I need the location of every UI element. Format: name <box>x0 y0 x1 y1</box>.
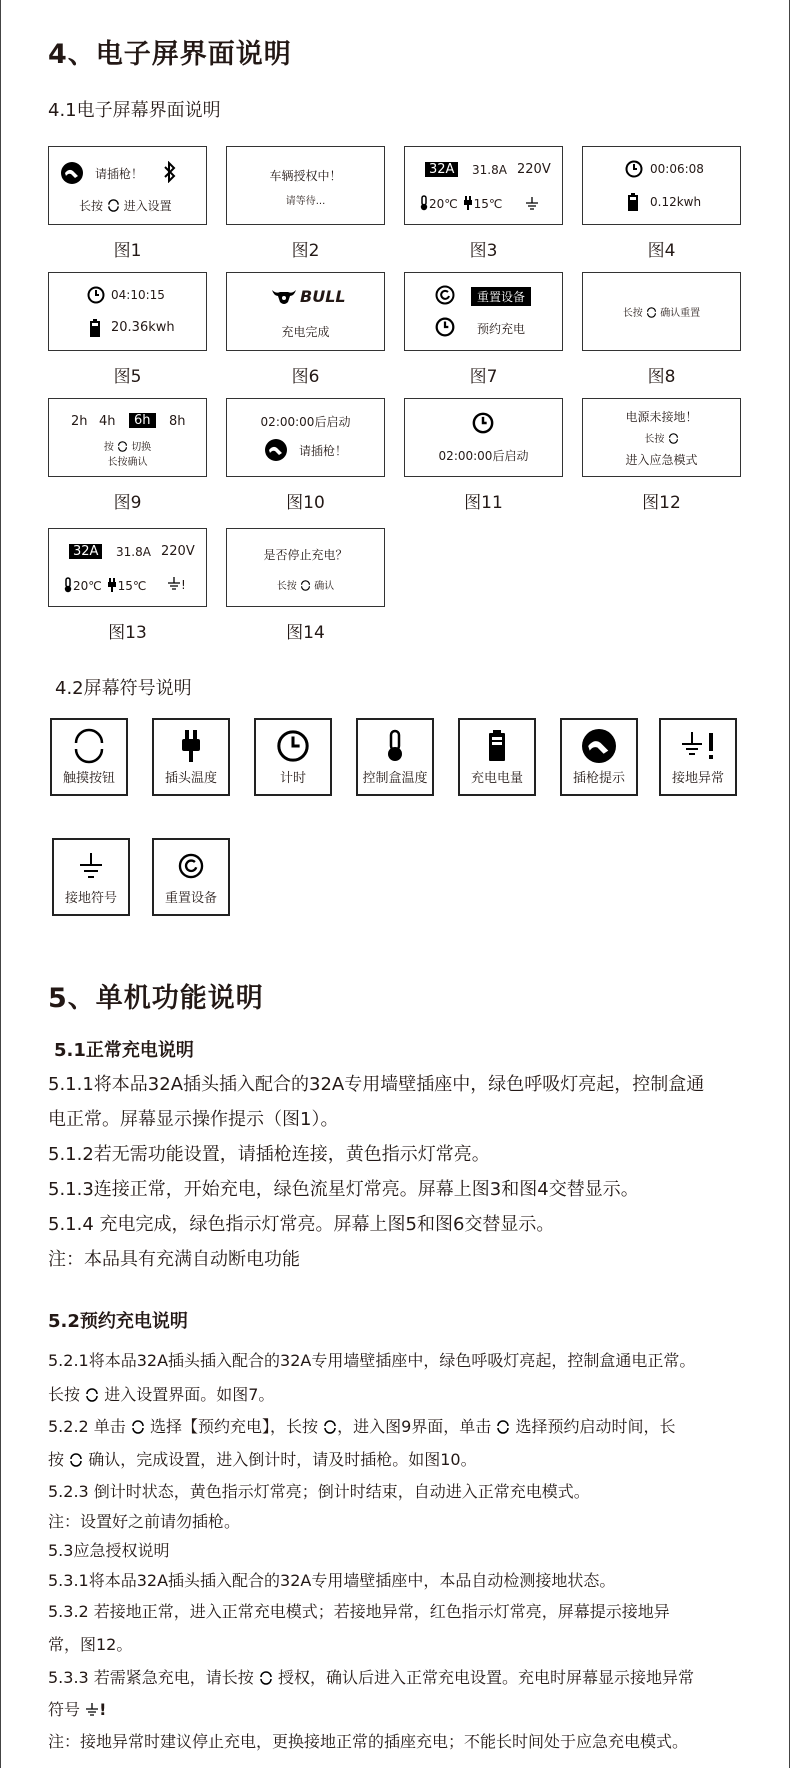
caption-fig2: 图2 <box>291 241 320 261</box>
symbol-label: 充电电量 <box>470 771 523 786</box>
fig9-6h-selected: 6h <box>129 413 156 428</box>
para-5-2-2-line1: 5.2.2 单击 选择【预约充电】，长按 ，进入图9界面，单击 选择预约启动时间，长 <box>48 1417 676 1436</box>
subsection-4-2-title: 4.2屏幕符号说明 <box>55 678 192 699</box>
plug-icon <box>106 578 118 592</box>
symbol-label: 插枪提示 <box>572 771 625 786</box>
caption-fig7: 图7 <box>469 367 498 387</box>
para-5-1-3: 5.1.3连接正常，开始充电，绿色流星灯常亮。屏幕上图3和图4交替显示。 <box>48 1179 639 1200</box>
symbol-plug-temp <box>152 718 230 796</box>
fig2-line1: 车辆授权中！ <box>269 169 342 183</box>
plug-hint-icon <box>265 439 287 461</box>
fig6-brand: BULL <box>300 287 346 306</box>
symbol-label: 控制盒温度 <box>362 771 428 786</box>
screen-fig9 <box>48 398 207 477</box>
clock-icon <box>435 317 455 337</box>
fig13-ground-error: ! <box>167 577 186 592</box>
para-5-2-3: 5.2.3 倒计时状态，黄色指示灯常亮；倒计时结束，自动进入正常充电模式。 <box>48 1482 590 1501</box>
fig9-line2: 按 切换 <box>103 442 152 453</box>
fig4-time: 00:06:08 <box>650 162 704 176</box>
screen-fig2 <box>226 146 385 225</box>
touch-icon <box>300 580 311 591</box>
caption-fig3: 图3 <box>469 241 498 261</box>
battery-icon <box>89 319 101 337</box>
para-5-2-1-line1: 5.2.1将本品32A插头插入配合的32A专用墙壁插座中，绿色呼吸灯亮起，控制盒通电正常。 <box>48 1351 696 1370</box>
bull-logo-icon <box>271 286 297 306</box>
fig9-line3: 长按确认 <box>107 457 148 468</box>
note-5-1: 注：本品具有充满自动断电功能 <box>48 1249 300 1270</box>
subsection-5-3-title: 5.3应急授权说明 <box>48 1541 170 1560</box>
caption-fig14: 图14 <box>286 623 325 643</box>
para-5-3-2-line2: 常，图12。 <box>48 1635 133 1654</box>
fig10-line1: 02:00:00后启动 <box>260 415 351 429</box>
fig8-line1: 长按 确认重置 <box>622 308 701 319</box>
symbol-plug-hint <box>560 718 638 796</box>
para-5-1-1-line1: 5.1.1将本品32A插头插入配合的32A专用墙壁插座中，绿色呼吸灯亮起，控制盒通 <box>48 1074 705 1095</box>
screen-fig7 <box>404 272 563 351</box>
symbol-label: 重置设备 <box>164 891 217 906</box>
para-5-2-2-line2: 按 确认，完成设置，进入倒计时，请及时插枪。如图10。 <box>48 1450 477 1469</box>
screen-fig4 <box>582 146 741 225</box>
note-5-3: 注：接地异常时建议停止充电，更换接地正常的插座充电；不能长时间处于应急充电模式。 <box>48 1732 689 1751</box>
fig6-line2: 充电完成 <box>281 325 330 339</box>
plug-icon <box>177 728 205 764</box>
fig5-time: 04:10:15 <box>111 288 165 302</box>
touch-icon <box>131 1420 145 1434</box>
touch-icon <box>71 728 107 764</box>
touch-icon <box>117 441 128 452</box>
section-4-title: 4、电子屏界面说明 <box>48 39 292 70</box>
para-5-3-3-line2: 符号 ! <box>48 1700 107 1719</box>
fig3-voltage: 220V <box>517 162 551 177</box>
battery-icon <box>627 193 639 211</box>
note-5-2: 注：设置好之前请勿插枪。 <box>48 1512 241 1531</box>
screen-fig6 <box>226 272 385 351</box>
plug-icon <box>462 196 474 210</box>
symbol-touch-button <box>50 718 128 796</box>
symbol-label: 触摸按钮 <box>62 771 115 786</box>
fig1-line1: 请插枪！ <box>95 167 144 181</box>
ground-icon <box>76 851 106 881</box>
symbol-label: 接地符号 <box>64 891 117 906</box>
fig3-temps: 20℃ 15℃ <box>419 195 502 211</box>
caption-fig13: 图13 <box>108 623 147 643</box>
symbol-ground <box>52 838 130 916</box>
thermometer-icon <box>385 729 405 763</box>
bluetooth-icon <box>163 161 177 183</box>
touch-icon <box>85 1388 99 1402</box>
battery-icon <box>487 730 507 762</box>
touch-icon <box>323 1420 337 1434</box>
clock-icon <box>472 412 494 434</box>
touch-icon <box>646 307 657 318</box>
reset-icon <box>178 853 204 879</box>
screen-fig10 <box>226 398 385 477</box>
touch-icon <box>107 199 120 212</box>
caption-fig10: 图10 <box>286 493 325 513</box>
symbol-label: 插头温度 <box>164 771 217 786</box>
caption-fig5: 图5 <box>113 367 142 387</box>
plug-hint-icon <box>61 162 83 184</box>
symbol-label: 接地异常 <box>671 771 724 786</box>
screen-fig1 <box>48 146 207 225</box>
symbol-label: 计时 <box>279 771 306 786</box>
fig13-current: 31.8A <box>116 545 151 559</box>
subsection-4-1-title: 4.1电子屏幕界面说明 <box>48 100 221 121</box>
caption-fig1: 图1 <box>113 241 142 261</box>
screen-fig5 <box>48 272 207 351</box>
fig9-8h: 8h <box>169 414 186 429</box>
touch-icon <box>69 1453 83 1467</box>
fig2-line2: 请等待... <box>285 196 326 207</box>
subsection-5-2-title: 5.2预约充电说明 <box>48 1311 188 1332</box>
caption-fig12: 图12 <box>642 493 681 513</box>
clock-icon <box>625 160 643 178</box>
fig10-line2: 请插枪！ <box>299 444 348 458</box>
symbol-timer <box>254 718 332 796</box>
fig7-line2: 预约充电 <box>477 322 526 336</box>
touch-icon <box>259 1671 273 1685</box>
screen-fig14 <box>226 528 385 607</box>
ground-error-icon <box>678 730 718 762</box>
caption-fig11: 图11 <box>464 493 503 513</box>
para-5-1-2: 5.1.2若无需功能设置，请插枪连接，黄色指示灯常亮。 <box>48 1144 490 1165</box>
touch-icon <box>496 1420 510 1434</box>
ground-icon <box>85 1703 99 1717</box>
plug-hint-icon <box>582 729 616 763</box>
fig5-energy: 20.36kwh <box>111 320 175 335</box>
fig14-line1: 是否停止充电？ <box>263 548 348 562</box>
screen-fig13 <box>48 528 207 607</box>
para-5-3-3-line1: 5.3.3 若需紧急充电，请长按 授权，确认后进入正常充电设置。充电时屏幕显示接地异常 <box>48 1668 695 1687</box>
ground-icon <box>167 577 181 591</box>
section-5-title: 5、单机功能说明 <box>48 983 264 1014</box>
symbol-reset <box>152 838 230 916</box>
para-5-3-1: 5.3.1将本品32A插头插入配合的32A专用墙壁插座中，本品自动检测接地状态。 <box>48 1571 616 1590</box>
subsection-5-1-title: 5.1正常充电说明 <box>54 1040 194 1061</box>
caption-fig4: 图4 <box>647 241 676 261</box>
clock-icon <box>276 729 310 763</box>
fig4-energy: 0.12kwh <box>650 195 702 209</box>
screen-fig11 <box>404 398 563 477</box>
para-5-2-1-line2: 长按 进入设置界面。如图7。 <box>48 1385 275 1404</box>
fig9-4h: 4h <box>99 414 116 429</box>
fig13-amp: 32A <box>69 544 102 559</box>
fig7-line1: 重置设备 <box>471 287 531 306</box>
fig3-amp: 32A <box>425 162 458 177</box>
fig13-voltage: 220V <box>161 544 195 559</box>
symbol-ground-error <box>659 718 737 796</box>
caption-fig6: 图6 <box>291 367 320 387</box>
screen-fig3 <box>404 146 563 225</box>
para-5-1-4: 5.1.4 充电完成，绿色指示灯常亮。屏幕上图5和图6交替显示。 <box>48 1214 555 1235</box>
fig12-line2: 长按 <box>583 430 740 445</box>
touch-icon <box>668 433 679 444</box>
symbol-battery <box>458 718 536 796</box>
fig9-2h: 2h <box>71 414 88 429</box>
para-5-3-2-line1: 5.3.2 若接地正常，进入正常充电模式；若接地异常，红色指示灯常亮，屏幕提示接地异 <box>48 1602 670 1621</box>
fig3-current: 31.8A <box>472 163 507 177</box>
fig11-line2: 02:00:00后启动 <box>438 449 529 463</box>
ground-icon <box>525 197 539 211</box>
symbol-box-temp <box>356 718 434 796</box>
para-5-1-1-line2: 电正常。屏幕显示操作提示（图1）。 <box>48 1109 339 1130</box>
fig13-temps: 20℃ 15℃ <box>63 577 146 593</box>
thermometer-icon <box>63 577 73 593</box>
screen-fig8 <box>582 272 741 351</box>
fig1-line2: 长按 进入设置 <box>79 199 172 213</box>
fig12-line1: 电源未接地！ <box>625 410 698 424</box>
reset-icon <box>435 285 455 305</box>
caption-fig9: 图9 <box>113 493 142 513</box>
screen-fig12 <box>582 398 741 477</box>
caption-fig8: 图8 <box>647 367 676 387</box>
clock-icon <box>87 286 105 304</box>
thermometer-icon <box>419 195 429 211</box>
fig14-line2: 长按 确认 <box>276 581 335 592</box>
fig12-line3: 进入应急模式 <box>625 453 698 467</box>
